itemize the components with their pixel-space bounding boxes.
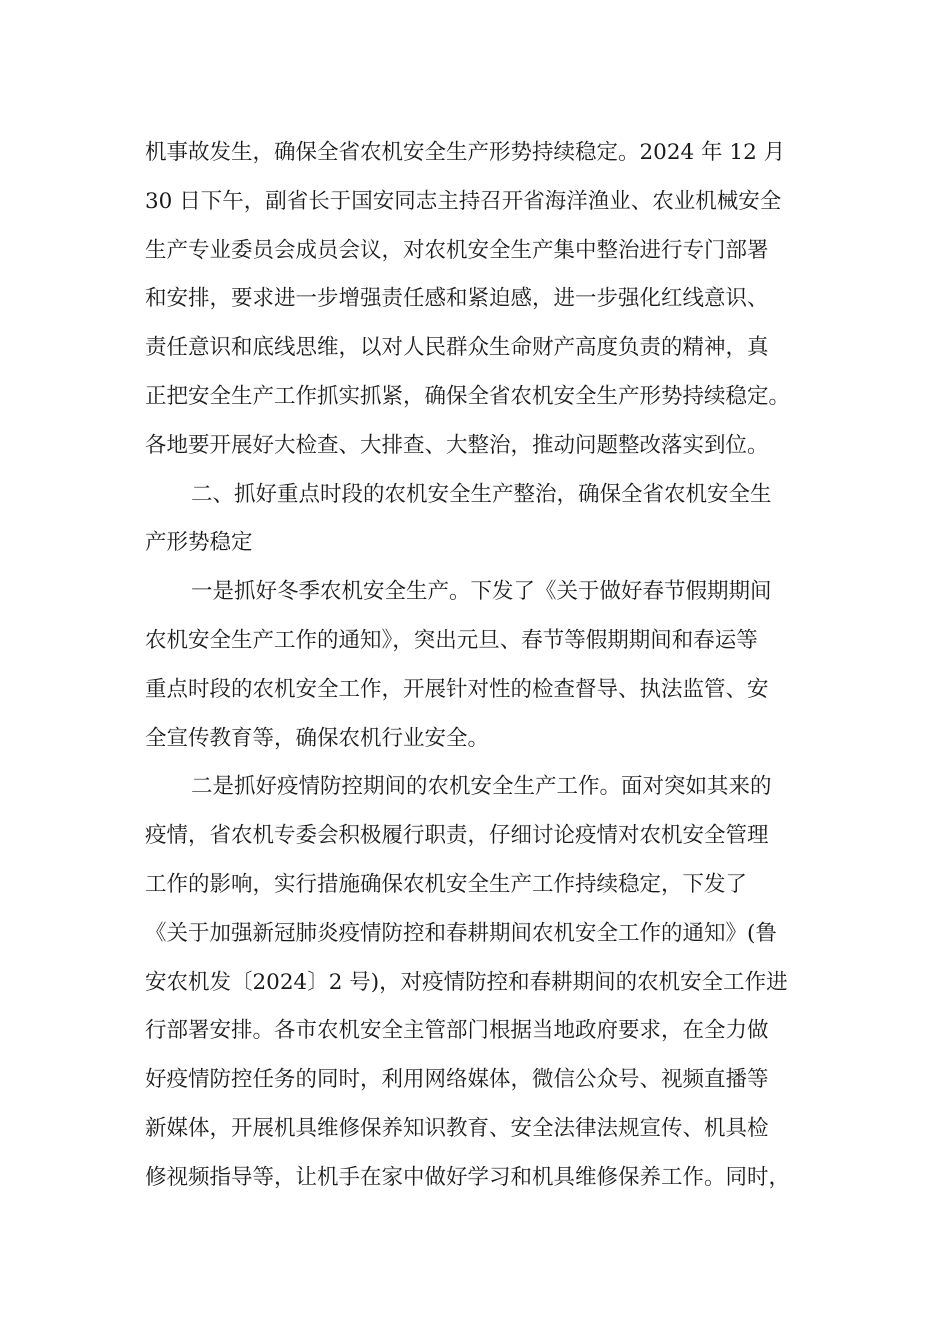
text-line: 疫情，省农机专委会积极履行职责，仔细讨论疫情对农机安全管理 <box>145 823 769 849</box>
text-line: 修视频指导等，让机手在家中做好学习和机具维修保养工作。同时， <box>145 1164 791 1190</box>
text-line: 好疫情防控任务的同时，利用网络媒体，微信公众号、视频直播等 <box>145 1067 769 1093</box>
text-line: 《关于加强新冠肺炎疫情防控和春耕期间农机安全工作的通知》(鲁 <box>145 920 777 946</box>
text-line: 行部署安排。各市农机安全主管部门根据当地政府要求，在全力做 <box>145 1018 769 1044</box>
section-heading: 二、抓好重点时段的农机安全生产整治，确保全省农机安全生 <box>191 481 772 507</box>
paragraph-start: 一是抓好冬季农机安全生产。下发了《关于做好春节假期期间 <box>191 579 772 605</box>
text-line: 新媒体，开展机具维修保养知识教育、安全法律法规宣传、机具检 <box>145 1115 769 1141</box>
text-line: 全宣传教育等，确保农机行业安全。 <box>145 725 490 751</box>
text-line: 各地要开展好大检查、大排查、大整治，推动问题整改落实到位。 <box>145 432 769 458</box>
text-line: 30 日下午，副省长于国安同志主持召开省海洋渔业、农业机械安全 <box>145 188 782 214</box>
text-line: 农机安全生产工作的通知》，突出元旦、春节等假期期间和春运等 <box>145 627 758 653</box>
text-line: 机事故发生，确保全省农机安全生产形势持续稳定。2024 年 12 月 <box>145 140 786 165</box>
text-line: 正把安全生产工作抓实抓紧，确保全省农机安全生产形势持续稳定。 <box>145 383 791 409</box>
text-line: 和安排，要求进一步增强责任感和紧迫感，进一步强化红线意识、 <box>145 286 769 312</box>
section-heading-continued: 产形势稳定 <box>145 530 253 556</box>
text-line: 责任意识和底线思维，以对人民群众生命财产高度负责的精神，真 <box>145 335 769 361</box>
paragraph-start: 二是抓好疫情防控期间的农机安全生产工作。面对突如其来的 <box>191 774 772 800</box>
text-line: 生产专业委员会成员会议，对农机安全生产集中整治进行专门部署 <box>145 237 769 263</box>
text-line: 重点时段的农机安全工作，开展针对性的检查督导、执法监管、安 <box>145 676 769 702</box>
document-body <box>145 129 835 1203</box>
text-line: 工作的影响，实行措施确保农机安全生产工作持续稳定，下发了 <box>145 871 748 897</box>
text-line: 安农机发〔2024〕2 号)，对疫情防控和春耕期间的农机安全工作进 <box>145 969 788 995</box>
